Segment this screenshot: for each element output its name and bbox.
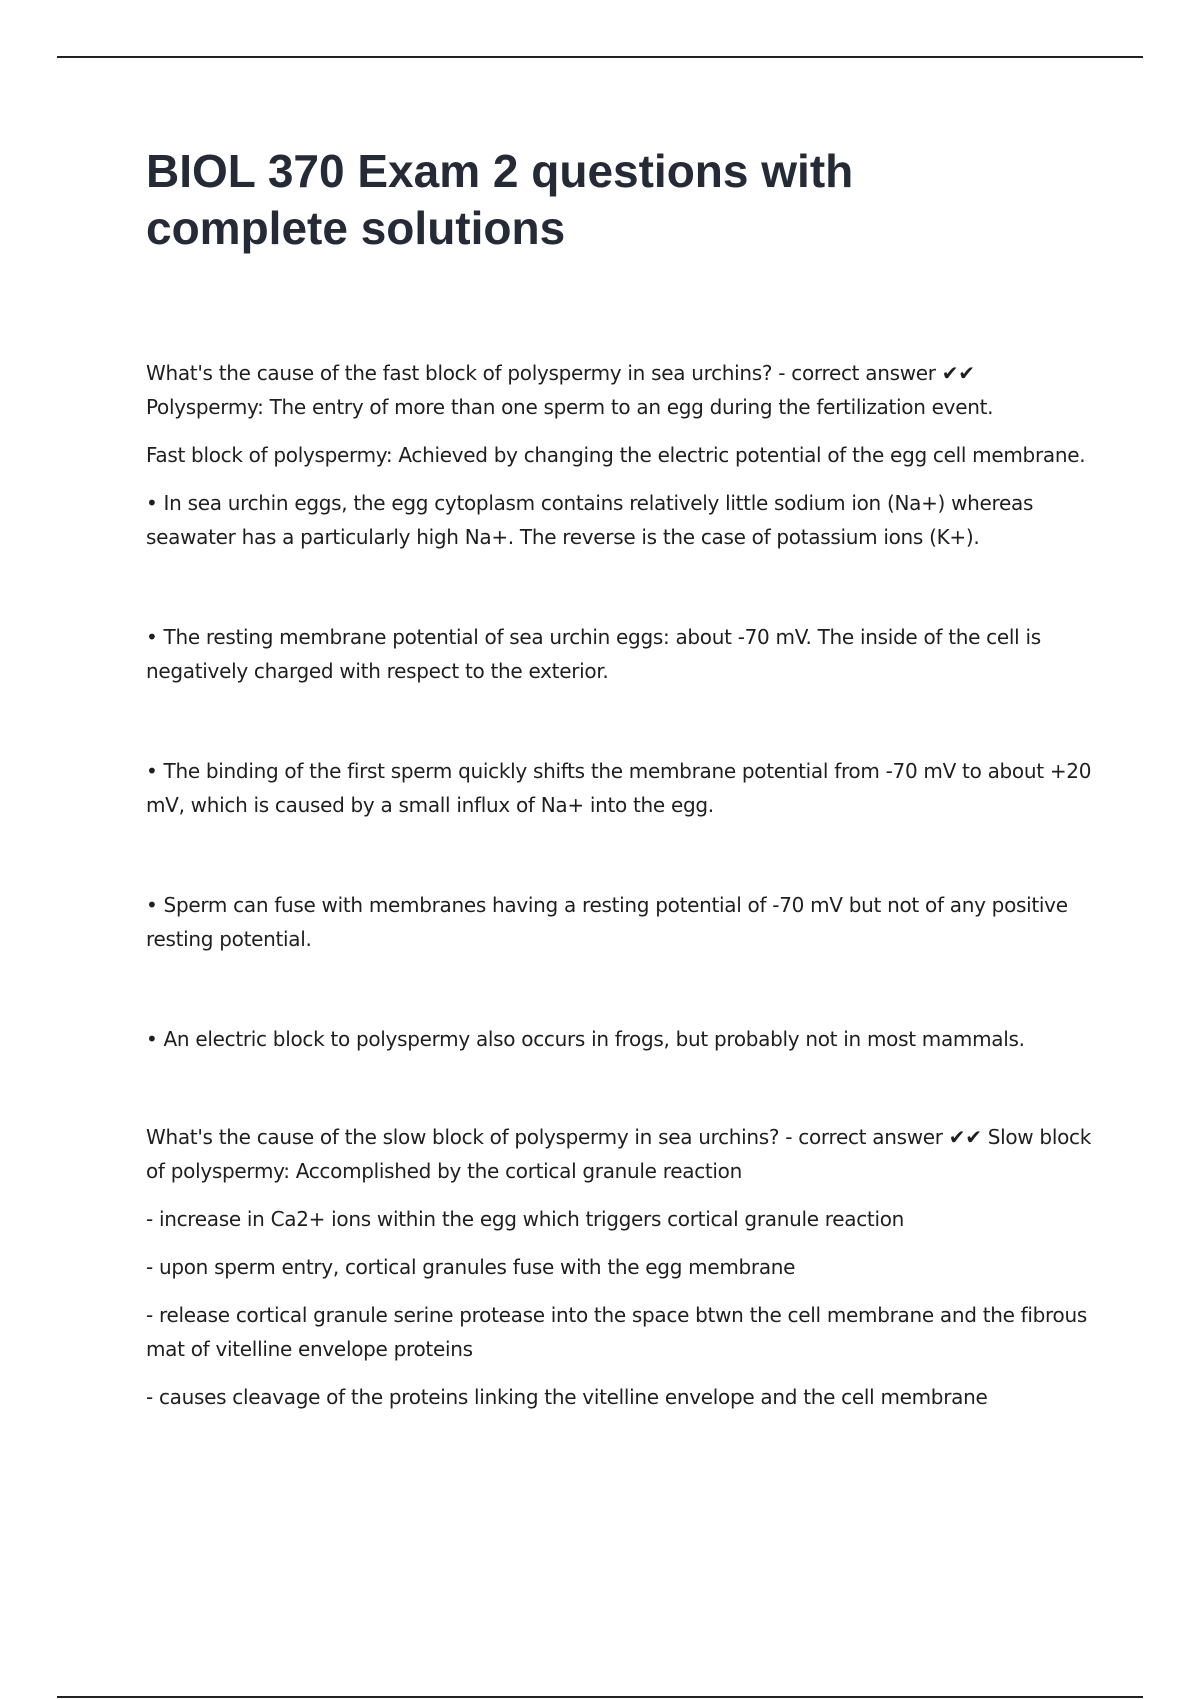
bullet-sperm-fusion: • Sperm can fuse with membranes having a resting potential of -70 mV but not of any positive resting potential. [146, 893, 1068, 951]
header-rule [57, 56, 1143, 58]
fast-block-definition: Fast block of polyspermy: Achieved by changing the electric potential of the egg cell membrane. [146, 443, 1086, 467]
bullet-sodium-ions: • In sea urchin eggs, the egg cytoplasm contains relatively little sodium ion (Na+) whereas seawater has a particularly high Na+. The reverse is the case of potassium ions (K+). [146, 491, 1034, 549]
bullet-resting-potential: • The resting membrane potential of sea urchin eggs: about -70 mV. The inside of the cell is negatively charged with respect to the exterior. [146, 625, 1041, 683]
document-body [146, 356, 1096, 1414]
question-fast-block: What's the cause of the fast block of polyspermy in sea urchins? - correct answer ✔✔ Polyspermy: The entry of more than one sperm to an egg during the fertilization event. [146, 361, 994, 419]
slow-block-point-cleavage: - causes cleavage of the proteins linking the vitelline envelope and the cell membrane [146, 1385, 988, 1409]
bullet-electric-block-frogs: • An electric block to polyspermy also occurs in frogs, but probably not in most mammals. [146, 1027, 1025, 1051]
question-slow-block: What's the cause of the slow block of polyspermy in sea urchins? - correct answer ✔✔ Slow block of polyspermy: Accomplished by the cortical granule reaction [146, 1125, 1091, 1183]
slow-block-point-protease-release: - release cortical granule serine protease into the space btwn the cell membrane and the fibrous mat of vitelline envelope proteins [146, 1303, 1087, 1361]
slow-block-point-calcium: - increase in Ca2+ ions within the egg which triggers cortical granule reaction [146, 1207, 905, 1231]
slow-block-point-granule-fusion: - upon sperm entry, cortical granules fuse with the egg membrane [146, 1255, 796, 1279]
footer-rule [57, 1696, 1143, 1698]
bullet-first-sperm-binding: • The binding of the first sperm quickly shifts the membrane potential from -70 mV to about +20 mV, which is caused by a small influx of Na+ into the egg. [146, 759, 1092, 817]
document-title: BIOL 370 Exam 2 questions with complete solutions [146, 145, 854, 254]
